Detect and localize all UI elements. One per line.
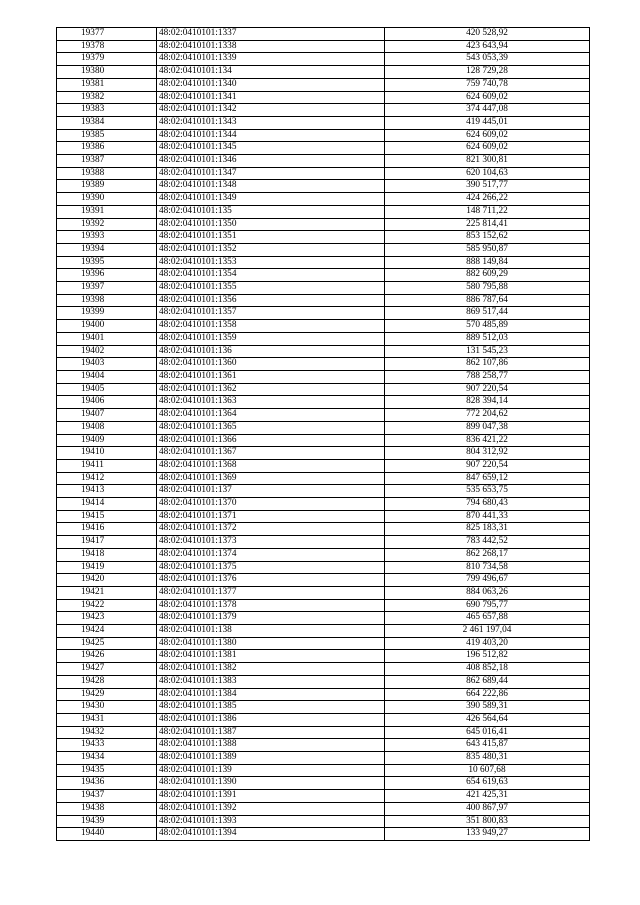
table-row <box>57 675 590 688</box>
cadastral-value-cell: 423 643,94 <box>385 40 590 53</box>
cadastral-value-cell: 862 268,17 <box>385 548 590 561</box>
table-row <box>57 28 590 41</box>
table-body <box>57 28 590 841</box>
table-row <box>57 612 590 625</box>
row-number-cell: 19412 <box>57 472 157 485</box>
cadastral-value-cell: 835 480,31 <box>385 752 590 765</box>
cadastral-number-cell: 48:02:0410101:1339 <box>157 53 385 66</box>
cadastral-value-cell: 899 047,38 <box>385 421 590 434</box>
row-number-cell: 19399 <box>57 307 157 320</box>
row-number-cell: 19440 <box>57 828 157 841</box>
cadastral-value-cell: 643 415,87 <box>385 739 590 752</box>
cadastral-value-cell: 390 517,77 <box>385 180 590 193</box>
cadastral-value-cell: 390 589,31 <box>385 701 590 714</box>
cadastral-number-cell: 48:02:0410101:1367 <box>157 447 385 460</box>
cadastral-number-cell: 48:02:0410101:1372 <box>157 523 385 536</box>
cadastral-number-cell: 48:02:0410101:1378 <box>157 599 385 612</box>
row-number-cell: 19381 <box>57 78 157 91</box>
cadastral-number-cell: 48:02:0410101:1364 <box>157 409 385 422</box>
row-number-cell: 19431 <box>57 713 157 726</box>
cadastral-value-cell: 620 104,63 <box>385 167 590 180</box>
row-number-cell: 19424 <box>57 625 157 638</box>
cadastral-value-cell: 543 053,39 <box>385 53 590 66</box>
cadastral-value-cell: 580 795,88 <box>385 282 590 295</box>
row-number-cell: 19432 <box>57 726 157 739</box>
row-number-cell: 19430 <box>57 701 157 714</box>
table-row <box>57 282 590 295</box>
table-row <box>57 142 590 155</box>
cadastral-value-cell: 196 512,82 <box>385 650 590 663</box>
cadastral-value-cell: 624 609,02 <box>385 91 590 104</box>
table-row <box>57 358 590 371</box>
cadastral-number-cell: 48:02:0410101:1348 <box>157 180 385 193</box>
row-number-cell: 19394 <box>57 243 157 256</box>
cadastral-value-cell: 128 729,28 <box>385 66 590 79</box>
row-number-cell: 19377 <box>57 28 157 41</box>
table-row <box>57 650 590 663</box>
cadastral-value-cell: 133 949,27 <box>385 828 590 841</box>
table-row <box>57 129 590 142</box>
cadastral-value-cell: 419 403,20 <box>385 637 590 650</box>
row-number-cell: 19392 <box>57 218 157 231</box>
cadastral-number-cell: 48:02:0410101:1383 <box>157 675 385 688</box>
table-row <box>57 155 590 168</box>
row-number-cell: 19415 <box>57 510 157 523</box>
table-row <box>57 193 590 206</box>
cadastral-value-cell: 535 653,75 <box>385 485 590 498</box>
cadastral-number-cell: 48:02:0410101:1381 <box>157 650 385 663</box>
row-number-cell: 19406 <box>57 396 157 409</box>
row-number-cell: 19405 <box>57 383 157 396</box>
table-row <box>57 536 590 549</box>
table-row <box>57 574 590 587</box>
table-row <box>57 345 590 358</box>
table-row <box>57 66 590 79</box>
table-row <box>57 53 590 66</box>
cadastral-number-cell: 48:02:0410101:1340 <box>157 78 385 91</box>
table-row <box>57 243 590 256</box>
row-number-cell: 19416 <box>57 523 157 536</box>
cadastral-number-cell: 48:02:0410101:1356 <box>157 294 385 307</box>
table-row <box>57 320 590 333</box>
cadastral-value-cell: 810 734,58 <box>385 561 590 574</box>
row-number-cell: 19414 <box>57 498 157 511</box>
row-number-cell: 19413 <box>57 485 157 498</box>
cadastral-number-cell: 48:02:0410101:1373 <box>157 536 385 549</box>
cadastral-number-cell: 48:02:0410101:1350 <box>157 218 385 231</box>
row-number-cell: 19402 <box>57 345 157 358</box>
cadastral-number-cell: 48:02:0410101:1366 <box>157 434 385 447</box>
row-number-cell: 19421 <box>57 586 157 599</box>
row-number-cell: 19425 <box>57 637 157 650</box>
cadastral-number-cell: 48:02:0410101:1358 <box>157 320 385 333</box>
table-row <box>57 409 590 422</box>
table-row <box>57 370 590 383</box>
row-number-cell: 19435 <box>57 764 157 777</box>
cadastral-number-cell: 48:02:0410101:1359 <box>157 332 385 345</box>
cadastral-number-cell: 48:02:0410101:1346 <box>157 155 385 168</box>
cadastral-value-cell: 888 149,84 <box>385 256 590 269</box>
cadastral-value-cell: 828 394,14 <box>385 396 590 409</box>
cadastral-number-cell: 48:02:0410101:1363 <box>157 396 385 409</box>
row-number-cell: 19379 <box>57 53 157 66</box>
table-row <box>57 688 590 701</box>
row-number-cell: 19428 <box>57 675 157 688</box>
cadastral-number-cell: 48:02:0410101:1387 <box>157 726 385 739</box>
cadastral-value-cell: 690 795,77 <box>385 599 590 612</box>
cadastral-value-cell: 870 441,33 <box>385 510 590 523</box>
row-number-cell: 19391 <box>57 205 157 218</box>
cadastral-value-cell: 664 222,86 <box>385 688 590 701</box>
cadastral-value-cell: 853 152,62 <box>385 231 590 244</box>
row-number-cell: 19382 <box>57 91 157 104</box>
table-row <box>57 396 590 409</box>
row-number-cell: 19389 <box>57 180 157 193</box>
cadastral-value-cell: 907 220,54 <box>385 383 590 396</box>
row-number-cell: 19438 <box>57 802 157 815</box>
cadastral-value-cell: 225 814,41 <box>385 218 590 231</box>
table-row <box>57 447 590 460</box>
cadastral-number-cell: 48:02:0410101:138 <box>157 625 385 638</box>
cadastral-value-cell: 836 421,22 <box>385 434 590 447</box>
cadastral-value-cell: 420 528,92 <box>385 28 590 41</box>
cadastral-value-cell: 759 740,78 <box>385 78 590 91</box>
cadastral-number-cell: 48:02:0410101:1368 <box>157 459 385 472</box>
cadastral-number-cell: 48:02:0410101:1384 <box>157 688 385 701</box>
cadastral-number-cell: 48:02:0410101:139 <box>157 764 385 777</box>
cadastral-value-cell: 884 063,26 <box>385 586 590 599</box>
cadastral-value-cell: 570 485,89 <box>385 320 590 333</box>
row-number-cell: 19434 <box>57 752 157 765</box>
table-row <box>57 713 590 726</box>
cadastral-number-cell: 48:02:0410101:1394 <box>157 828 385 841</box>
row-number-cell: 19385 <box>57 129 157 142</box>
cadastral-number-cell: 48:02:0410101:1338 <box>157 40 385 53</box>
table-row <box>57 701 590 714</box>
row-number-cell: 19390 <box>57 193 157 206</box>
cadastral-value-cell: 2 461 197,04 <box>385 625 590 638</box>
table-row <box>57 777 590 790</box>
cadastral-number-cell: 48:02:0410101:135 <box>157 205 385 218</box>
cadastral-value-cell: 825 183,31 <box>385 523 590 536</box>
cadastral-number-cell: 48:02:0410101:1341 <box>157 91 385 104</box>
table-row <box>57 485 590 498</box>
table-row <box>57 510 590 523</box>
cadastral-number-cell: 48:02:0410101:1379 <box>157 612 385 625</box>
table-row <box>57 218 590 231</box>
table-row <box>57 802 590 815</box>
row-number-cell: 19401 <box>57 332 157 345</box>
table-row <box>57 294 590 307</box>
cadastral-number-cell: 48:02:0410101:1353 <box>157 256 385 269</box>
row-number-cell: 19387 <box>57 155 157 168</box>
table-row <box>57 561 590 574</box>
cadastral-value-cell: 10 607,68 <box>385 764 590 777</box>
cadastral-value-cell: 907 220,54 <box>385 459 590 472</box>
table-row <box>57 332 590 345</box>
cadastral-number-cell: 48:02:0410101:1349 <box>157 193 385 206</box>
table-row <box>57 421 590 434</box>
table-row <box>57 205 590 218</box>
cadastral-value-cell: 148 711,22 <box>385 205 590 218</box>
cadastral-number-cell: 48:02:0410101:136 <box>157 345 385 358</box>
cadastral-number-cell: 48:02:0410101:1357 <box>157 307 385 320</box>
cadastral-value-cell: 847 659,12 <box>385 472 590 485</box>
table-row <box>57 498 590 511</box>
cadastral-value-cell: 882 609,29 <box>385 269 590 282</box>
cadastral-value-cell: 772 204,62 <box>385 409 590 422</box>
cadastral-number-cell: 48:02:0410101:137 <box>157 485 385 498</box>
row-number-cell: 19407 <box>57 409 157 422</box>
table-row <box>57 815 590 828</box>
table-row <box>57 180 590 193</box>
row-number-cell: 19396 <box>57 269 157 282</box>
row-number-cell: 19437 <box>57 790 157 803</box>
table-row <box>57 790 590 803</box>
row-number-cell: 19393 <box>57 231 157 244</box>
cadastral-number-cell: 48:02:0410101:1362 <box>157 383 385 396</box>
row-number-cell: 19429 <box>57 688 157 701</box>
table-row <box>57 269 590 282</box>
cadastral-value-cell: 624 609,02 <box>385 142 590 155</box>
table-row <box>57 523 590 536</box>
cadastral-value-cell: 783 442,52 <box>385 536 590 549</box>
table-row <box>57 231 590 244</box>
cadastral-number-cell: 48:02:0410101:1352 <box>157 243 385 256</box>
row-number-cell: 19418 <box>57 548 157 561</box>
cadastral-value-cell: 131 545,23 <box>385 345 590 358</box>
cadastral-value-table <box>56 27 590 841</box>
row-number-cell: 19403 <box>57 358 157 371</box>
table-row <box>57 586 590 599</box>
row-number-cell: 19410 <box>57 447 157 460</box>
cadastral-value-cell: 400 867,97 <box>385 802 590 815</box>
cadastral-number-cell: 48:02:0410101:1393 <box>157 815 385 828</box>
cadastral-number-cell: 48:02:0410101:1375 <box>157 561 385 574</box>
table-row <box>57 663 590 676</box>
row-number-cell: 19397 <box>57 282 157 295</box>
cadastral-value-cell: 821 300,81 <box>385 155 590 168</box>
row-number-cell: 19422 <box>57 599 157 612</box>
cadastral-number-cell: 48:02:0410101:1391 <box>157 790 385 803</box>
table-row <box>57 599 590 612</box>
row-number-cell: 19420 <box>57 574 157 587</box>
row-number-cell: 19433 <box>57 739 157 752</box>
cadastral-value-cell: 862 107,86 <box>385 358 590 371</box>
cadastral-number-cell: 48:02:0410101:1342 <box>157 104 385 117</box>
cadastral-number-cell: 48:02:0410101:1380 <box>157 637 385 650</box>
row-number-cell: 19380 <box>57 66 157 79</box>
table-row <box>57 548 590 561</box>
table-row <box>57 739 590 752</box>
cadastral-number-cell: 48:02:0410101:1370 <box>157 498 385 511</box>
table-row <box>57 459 590 472</box>
table-row <box>57 167 590 180</box>
cadastral-value-cell: 465 657,88 <box>385 612 590 625</box>
cadastral-value-cell: 426 564,64 <box>385 713 590 726</box>
cadastral-value-cell: 421 425,31 <box>385 790 590 803</box>
cadastral-number-cell: 48:02:0410101:1386 <box>157 713 385 726</box>
cadastral-value-cell: 645 016,41 <box>385 726 590 739</box>
row-number-cell: 19378 <box>57 40 157 53</box>
table-row <box>57 726 590 739</box>
row-number-cell: 19384 <box>57 116 157 129</box>
row-number-cell: 19426 <box>57 650 157 663</box>
cadastral-number-cell: 48:02:0410101:1371 <box>157 510 385 523</box>
row-number-cell: 19411 <box>57 459 157 472</box>
table-row <box>57 828 590 841</box>
row-number-cell: 19408 <box>57 421 157 434</box>
cadastral-value-cell: 585 950,87 <box>385 243 590 256</box>
cadastral-value-cell: 419 445,01 <box>385 116 590 129</box>
row-number-cell: 19404 <box>57 370 157 383</box>
cadastral-number-cell: 48:02:0410101:1376 <box>157 574 385 587</box>
cadastral-number-cell: 48:02:0410101:1382 <box>157 663 385 676</box>
cadastral-number-cell: 48:02:0410101:1377 <box>157 586 385 599</box>
table-row <box>57 91 590 104</box>
cadastral-number-cell: 48:02:0410101:1354 <box>157 269 385 282</box>
cadastral-value-cell: 788 258,77 <box>385 370 590 383</box>
cadastral-number-cell: 48:02:0410101:1385 <box>157 701 385 714</box>
cadastral-value-cell: 624 609,02 <box>385 129 590 142</box>
table-row <box>57 434 590 447</box>
cadastral-value-cell: 424 266,22 <box>385 193 590 206</box>
row-number-cell: 19419 <box>57 561 157 574</box>
cadastral-value-cell: 804 312,92 <box>385 447 590 460</box>
table-row <box>57 104 590 117</box>
row-number-cell: 19386 <box>57 142 157 155</box>
cadastral-value-cell: 889 512,03 <box>385 332 590 345</box>
table-row <box>57 625 590 638</box>
table-row <box>57 764 590 777</box>
cadastral-value-cell: 862 689,44 <box>385 675 590 688</box>
cadastral-number-cell: 48:02:0410101:134 <box>157 66 385 79</box>
row-number-cell: 19423 <box>57 612 157 625</box>
cadastral-value-cell: 654 619,63 <box>385 777 590 790</box>
table-row <box>57 116 590 129</box>
cadastral-value-cell: 869 517,44 <box>385 307 590 320</box>
cadastral-value-cell: 886 787,64 <box>385 294 590 307</box>
row-number-cell: 19417 <box>57 536 157 549</box>
cadastral-number-cell: 48:02:0410101:1388 <box>157 739 385 752</box>
table-row <box>57 307 590 320</box>
table-row <box>57 256 590 269</box>
cadastral-number-cell: 48:02:0410101:1351 <box>157 231 385 244</box>
cadastral-number-cell: 48:02:0410101:1361 <box>157 370 385 383</box>
row-number-cell: 19400 <box>57 320 157 333</box>
cadastral-number-cell: 48:02:0410101:1389 <box>157 752 385 765</box>
cadastral-number-cell: 48:02:0410101:1344 <box>157 129 385 142</box>
row-number-cell: 19388 <box>57 167 157 180</box>
table-row <box>57 40 590 53</box>
row-number-cell: 19439 <box>57 815 157 828</box>
cadastral-number-cell: 48:02:0410101:1355 <box>157 282 385 295</box>
cadastral-value-cell: 799 496,67 <box>385 574 590 587</box>
table-row <box>57 637 590 650</box>
table-row <box>57 78 590 91</box>
cadastral-number-cell: 48:02:0410101:1347 <box>157 167 385 180</box>
row-number-cell: 19427 <box>57 663 157 676</box>
cadastral-number-cell: 48:02:0410101:1369 <box>157 472 385 485</box>
row-number-cell: 19383 <box>57 104 157 117</box>
cadastral-number-cell: 48:02:0410101:1392 <box>157 802 385 815</box>
row-number-cell: 19398 <box>57 294 157 307</box>
cadastral-value-cell: 408 852,18 <box>385 663 590 676</box>
row-number-cell: 19409 <box>57 434 157 447</box>
cadastral-number-cell: 48:02:0410101:1365 <box>157 421 385 434</box>
cadastral-number-cell: 48:02:0410101:1374 <box>157 548 385 561</box>
cadastral-number-cell: 48:02:0410101:1390 <box>157 777 385 790</box>
cadastral-number-cell: 48:02:0410101:1343 <box>157 116 385 129</box>
cadastral-value-cell: 794 680,43 <box>385 498 590 511</box>
cadastral-value-cell: 374 447,08 <box>385 104 590 117</box>
cadastral-number-cell: 48:02:0410101:1345 <box>157 142 385 155</box>
row-number-cell: 19395 <box>57 256 157 269</box>
table-row <box>57 752 590 765</box>
table-row <box>57 472 590 485</box>
cadastral-value-cell: 351 800,83 <box>385 815 590 828</box>
table-row <box>57 383 590 396</box>
cadastral-number-cell: 48:02:0410101:1337 <box>157 28 385 41</box>
cadastral-number-cell: 48:02:0410101:1360 <box>157 358 385 371</box>
row-number-cell: 19436 <box>57 777 157 790</box>
